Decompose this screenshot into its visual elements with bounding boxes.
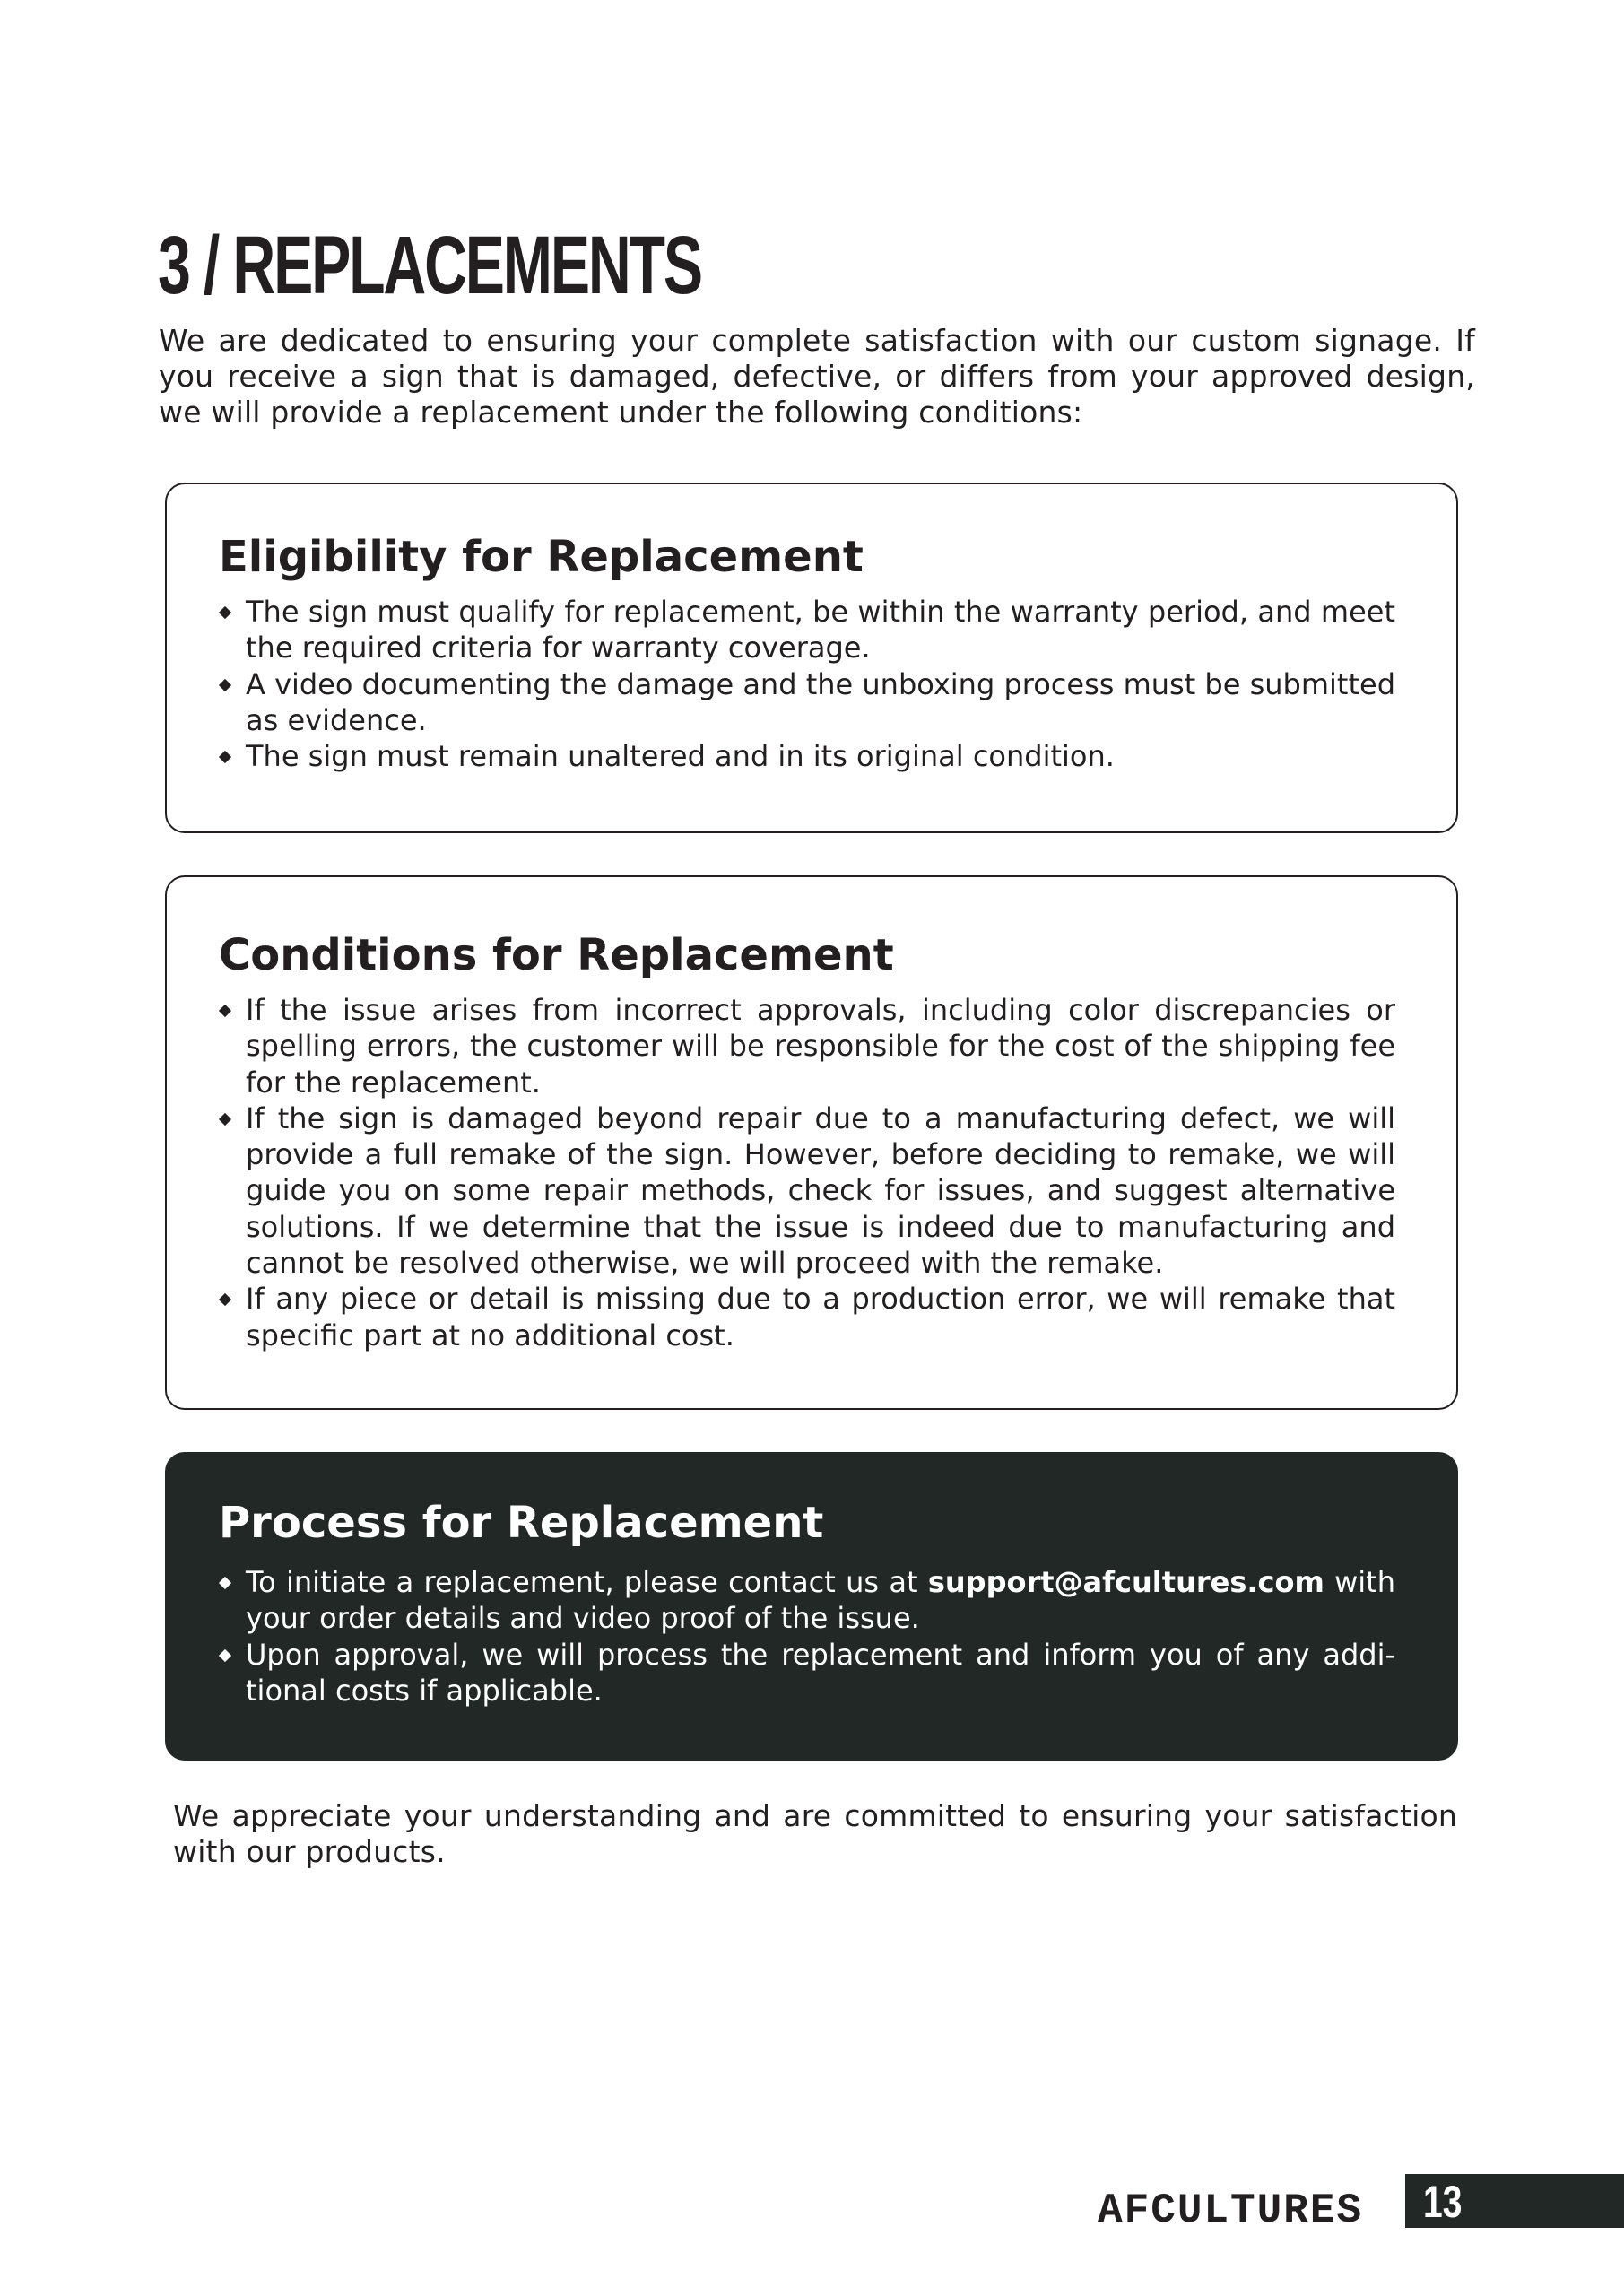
eligibility-card <box>165 483 1458 833</box>
conditions-title: Conditions for Replacement <box>219 930 894 980</box>
conditions-item: If the sign is damaged beyond repair due to a manufacturing defect, we will provide a full remake of the sign. However, before deciding to remake, we will guide you on some repair methods, check for issues, and suggest alternative solutions. If we determine that the issue is indeed due to manufacturing and cannot be resolved otherwise, we will proceed with the remake. <box>219 1100 1395 1281</box>
closing-paragraph: We appreciate your understanding and are committed to ensuring your satisfaction with our products. <box>173 1798 1457 1869</box>
process-item: Upon approval, we will process the replacement and inform you of any additional costs if applicable. <box>219 1637 1395 1709</box>
process-title: Process for Replacement <box>219 1498 824 1548</box>
support-email: support@afcultures.com <box>927 1565 1324 1599</box>
process-list <box>219 1564 1395 1709</box>
brand-logo: AFCULTURES <box>1098 2187 1364 2234</box>
process-item <box>219 1564 1395 1637</box>
eligibility-item: The sign must remain unaltered and in its original condition. <box>219 738 1395 774</box>
page-number-box <box>1405 2174 1624 2228</box>
section-title: 3 / REPLACEMENTS <box>158 220 701 311</box>
eligibility-item: A video documenting the damage and the unboxing process must be submitted as evidence. <box>219 666 1395 739</box>
eligibility-list <box>219 594 1395 774</box>
conditions-item: If the issue arises from incorrect approvals, including color discrepancies or spelling errors, the customer will be responsible for the cost of the shipping fee for the replacement. <box>219 992 1395 1100</box>
conditions-list <box>219 992 1395 1353</box>
page-number: 13 <box>1423 2177 1463 2227</box>
intro-paragraph: We are dedicated to ensuring your complete satisfaction with our custom signage. If you receive a sign that is damaged, defective, or differs from your approved design, we will provide a replacement under the following conditions: <box>159 323 1475 430</box>
eligibility-item: The sign must qualify for replacement, be within the warranty period, and meet the required criteria for warranty coverage. <box>219 594 1395 666</box>
process-item-text: with your order details and video proof of the issue. <box>246 1565 1396 1636</box>
process-card <box>165 1452 1458 1761</box>
conditions-card <box>165 875 1458 1410</box>
process-item-text: To initiate a replacement, please contact us at <box>246 1565 928 1599</box>
conditions-item: If any piece or detail is missing due to a production error, we will remake that specific part at no additional cost. <box>219 1281 1395 1353</box>
eligibility-title: Eligibility for Replacement <box>219 532 864 582</box>
